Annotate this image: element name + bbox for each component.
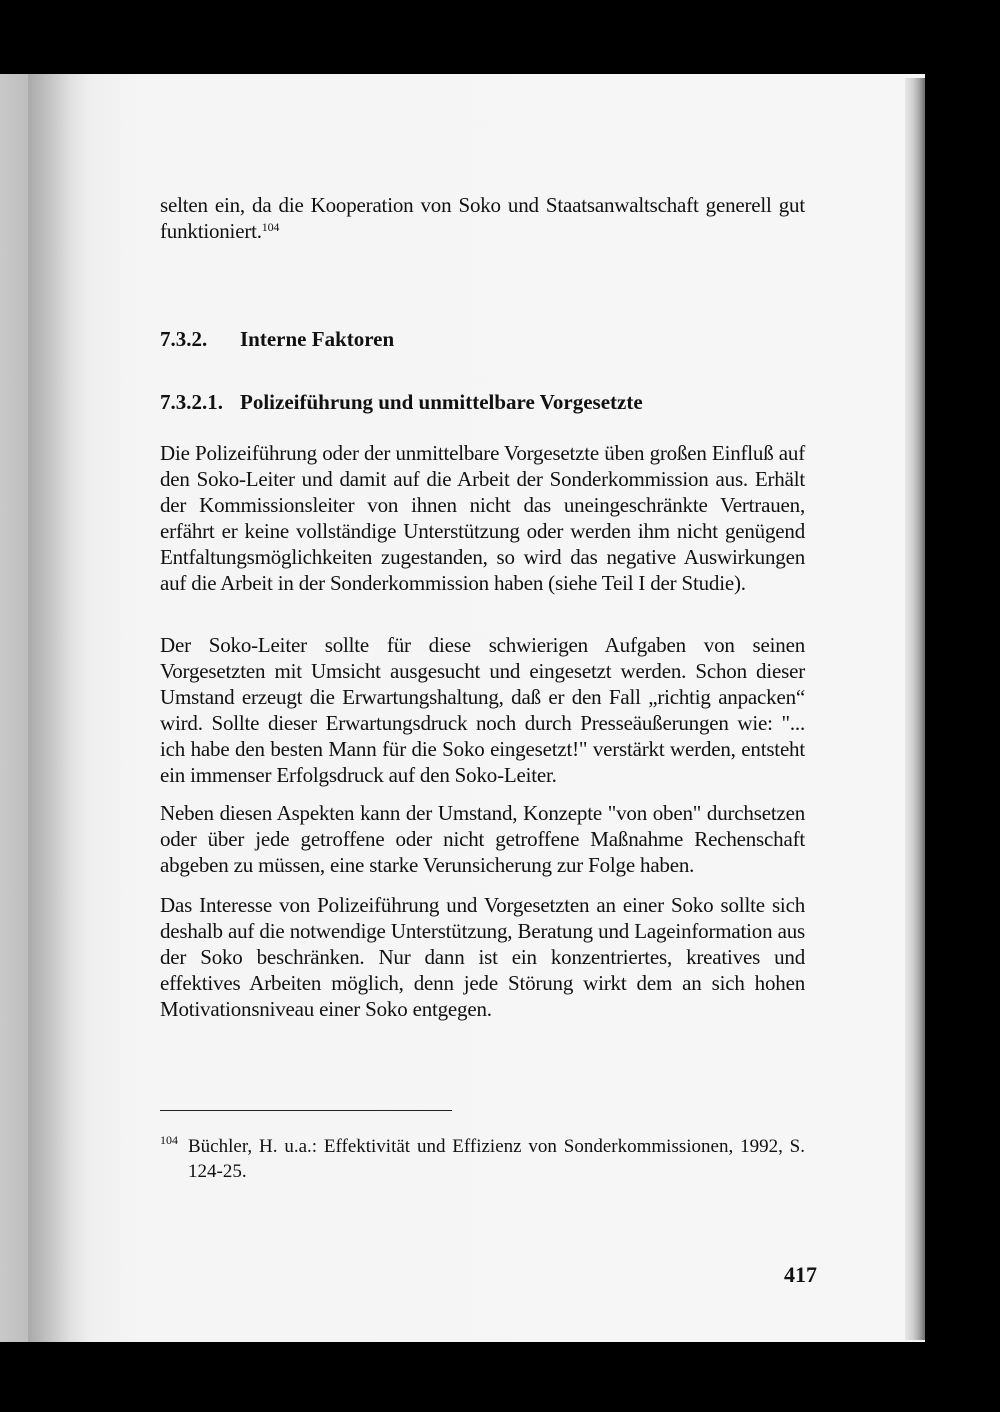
paragraph-text: Das Interesse von Polizeiführung und Vorgesetzten an einer Soko sollte sich deshalb auf die notwendige Unterstützung, Beratung und Lageinformation aus der Soko beschränken. Nur dann ist ein konzentriertes, kreatives und effektives Arbeiten möglich, denn jede Störung wirkt dem an sich hohen Motivationsniveau einer Soko entgegen. (160, 893, 805, 1021)
paragraph-text: Neben diesen Aspekten kann der Umstand, Konzepte "von oben" durchsetzen oder über jede getroffene oder nicht getroffene Maßnahme Rechenschaft abgeben zu müssen, eine starke Verunsicherung zur Folge haben. (160, 801, 805, 877)
page-gutter-shadow (28, 74, 70, 1342)
footnote-reference: 104 (261, 220, 280, 234)
footnote-text: Büchler, H. u.a.: Effektivität und Effizienz von Sonderkommissionen, 1992, S. 124-25. (188, 1136, 805, 1182)
page-number: 417 (784, 1262, 817, 1287)
section-title: Interne Faktoren (240, 327, 395, 351)
page-edge (905, 78, 925, 1340)
footnote-separator (160, 1110, 452, 1111)
intro-text: selten ein, da die Kooperation von Soko und Staatsanwaltschaft generell gut funktioniert. (160, 193, 805, 243)
footnote (160, 1134, 805, 1184)
section-heading (160, 327, 805, 355)
paragraph-3 (160, 800, 805, 878)
subsection-heading (160, 390, 805, 418)
subsection-number: 7.3.2.1. (160, 390, 223, 414)
subsection-title: Polizeiführung und unmittelbare Vorgesetzte (240, 390, 643, 414)
footnote-mark: 104 (160, 1133, 178, 1147)
paragraph-4 (160, 892, 805, 1022)
intro-paragraph (160, 192, 805, 244)
paragraph-1 (160, 440, 805, 596)
paragraph-2 (160, 632, 805, 788)
section-number: 7.3.2. (160, 327, 208, 351)
paragraph-text: Die Polizeiführung oder der unmittelbare Vorgesetzte üben großen Einfluß auf den Soko-Leiter und damit auf die Arbeit der Sonderkommission aus. Erhält der Kommissionsleiter von ihnen nicht das uneingeschränkte Vertrauen, erfährt er keine vollständige Unterstützung oder werden ihm nicht genügend Entfaltungsmöglichkeiten zugestanden, so wird das negative Auswirkungen auf die Arbeit in der Sonderkommission haben (siehe Teil I der Studie). (160, 441, 805, 595)
paragraph-text: Der Soko-Leiter sollte für diese schwierigen Aufgaben von seinen Vorgesetzten mit Umsicht ausgesucht und eingesetzt werden. Schon dieser Umstand erzeugt die Erwartungshaltung, daß er den Fall „richtig anpacken“ wird. Sollte dieser Erwartungsdruck noch durch Presseäußerungen wie: "... ich habe den besten Mann für die Soko eingesetzt!" verstärkt werden, entsteht ein immenser Erfolgsdruck auf den Soko-Leiter. (160, 633, 805, 787)
